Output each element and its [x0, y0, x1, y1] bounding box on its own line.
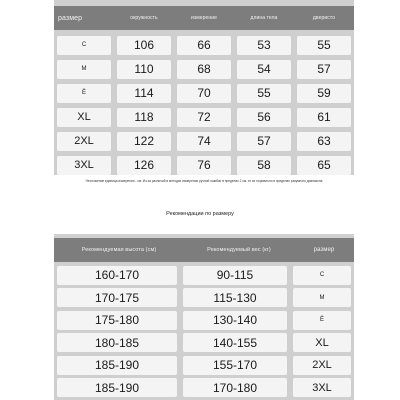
value-cell: 68: [177, 60, 231, 79]
size-cell: C: [293, 266, 351, 285]
table-row: [54, 354, 354, 377]
value-cell: 114: [117, 84, 171, 103]
value-cell: 66: [177, 36, 231, 55]
recommend-chart-header: [54, 238, 354, 262]
weight-cell: 90-115: [183, 266, 287, 285]
header-size: размер: [313, 247, 335, 253]
value-cell: 65: [297, 156, 351, 175]
value-cell: 72: [177, 108, 231, 127]
table-row: [54, 264, 354, 287]
table-row: [54, 57, 354, 81]
height-cell: 185-190: [57, 356, 177, 375]
weight-cell: 130-140: [183, 311, 287, 330]
value-cell: 57: [297, 60, 351, 79]
value-cell: 70: [177, 84, 231, 103]
size-chart-panel: [54, 0, 354, 175]
header-size: размер: [58, 14, 83, 22]
value-cell: 61: [297, 108, 351, 127]
height-cell: 185-190: [57, 378, 177, 397]
value-cell: 58: [237, 156, 291, 175]
value-cell: 122: [117, 132, 171, 151]
header-measurement: измерение: [190, 15, 218, 21]
height-cell: 180-185: [57, 333, 177, 352]
height-cell: 170-175: [57, 288, 177, 307]
table-row: [54, 377, 354, 400]
header-body-length: длина тела: [250, 15, 278, 21]
value-cell: 76: [177, 156, 231, 175]
size-cell: XL: [293, 333, 351, 352]
weight-cell: 115-130: [183, 288, 287, 307]
table-row: [54, 105, 354, 129]
size-cell: Ё: [293, 311, 351, 330]
value-cell: 63: [297, 132, 351, 151]
weight-cell: 140-155: [183, 333, 287, 352]
value-cell: 54: [237, 60, 291, 79]
value-cell: 56: [237, 108, 291, 127]
table-row: [54, 332, 354, 355]
measurement-note: Несложение единица измерения - см. Из-за различий в методах измерения ручной ошибки в пределах 2 см. те их нормально в пределах разумного диапазона: [85, 179, 323, 183]
value-cell: 118: [117, 108, 171, 127]
table-row: [54, 153, 354, 177]
size-cell: 3XL: [57, 156, 111, 175]
value-cell: 59: [297, 84, 351, 103]
weight-cell: 170-180: [183, 378, 287, 397]
size-cell: XL: [57, 108, 111, 127]
value-cell: 106: [117, 36, 171, 55]
size-cell: Ё: [57, 84, 111, 103]
table-row: [54, 129, 354, 153]
header-weight: Рекомендуемый вес (кг): [207, 247, 271, 253]
size-chart-header: [54, 6, 354, 30]
recommend-title: Рекомендации по размеру: [166, 211, 234, 217]
height-cell: 175-180: [57, 311, 177, 330]
recommend-chart-panel: [54, 234, 354, 400]
header-chest: окружность: [130, 15, 158, 21]
size-cell: C: [57, 36, 111, 55]
value-cell: 110: [117, 60, 171, 79]
header-sleeve: дверисто: [312, 15, 336, 21]
size-cell: 3XL: [293, 378, 351, 397]
size-chart-rows: [54, 33, 354, 177]
value-cell: 55: [237, 84, 291, 103]
value-cell: 57: [237, 132, 291, 151]
size-cell: M: [57, 60, 111, 79]
value-cell: 53: [237, 36, 291, 55]
table-row: [54, 287, 354, 310]
value-cell: 126: [117, 156, 171, 175]
recommend-chart-rows: [54, 264, 354, 399]
size-cell: 2XL: [57, 132, 111, 151]
value-cell: 55: [297, 36, 351, 55]
weight-cell: 155-170: [183, 356, 287, 375]
header-height: Рекомендуемая высота (см): [81, 247, 157, 253]
size-cell: 2XL: [293, 356, 351, 375]
table-row: [54, 33, 354, 57]
table-row: [54, 81, 354, 105]
height-cell: 160-170: [57, 266, 177, 285]
value-cell: 74: [177, 132, 231, 151]
table-row: [54, 309, 354, 332]
size-cell: M: [293, 288, 351, 307]
